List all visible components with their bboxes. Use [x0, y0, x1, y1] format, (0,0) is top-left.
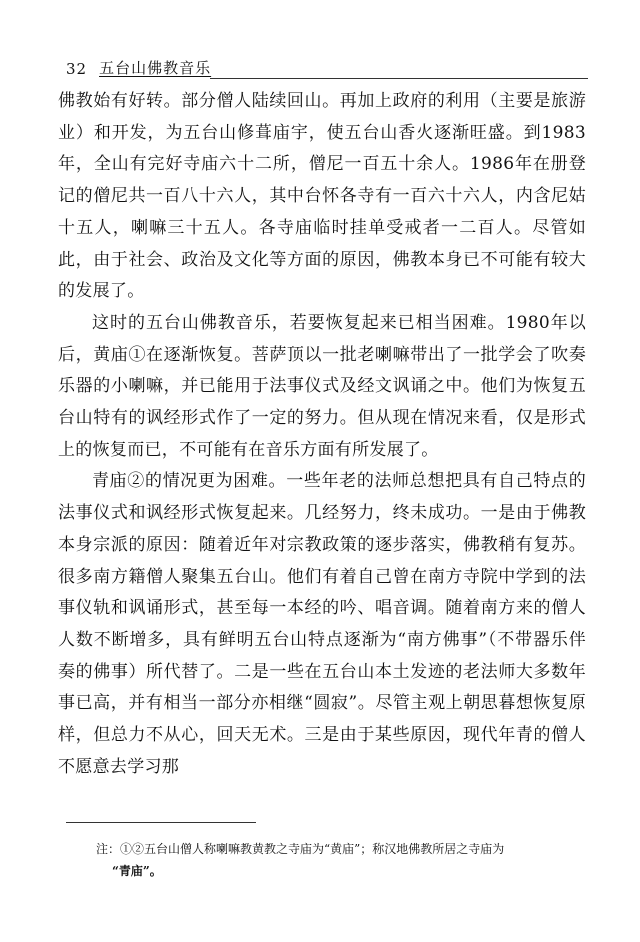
book-title: 五台山佛教音乐 — [99, 59, 212, 77]
footnote-rule — [66, 822, 256, 823]
paragraph-blue-temples: 青庙②的情况更为困难。一些年老的法师总想把具有自己特点的法事仪式和讽经形式恢复起来。几经努力，终未成功。一是由于佛教本身宗派的原因：随着近年对宗教政策的逐步落实，佛教稍有复苏。很多南方籍僧人聚集五台山。他们有着自己曾在南方寺院中学到的法事仪轨和讽诵形式，甚至每一本经的吟、唱音调。随着南方来的僧人人数不断增多，具有鲜明五台山特点逐渐为“南方佛事”（不带器乐伴奏的佛事）所代替了。二是一些在五台山本土发迹的老法师大多数年事已高，并有相当一部分亦相继“圆寂”。尽管主观上朝思暮想恢复原样，但总力不从心，回天无术。三是由于某些原因，现代年青的僧人不愿意去学习那 — [58, 471, 586, 777]
footnote-line-2: “青庙”。 — [112, 864, 162, 878]
paragraph-yellow-temples: 这时的五台山佛教音乐，若要恢复起来已相当困难。1980年以后，黄庙①在逐渐恢复。菩萨顶以一批老喇嘛带出了一批学会了吹奏乐器的小喇嘛，并已能用于法事仪式及经文讽诵之中。他们为恢复五台山特有的讽经形式作了一定的努力。但从现在情况来看，仅是形式上的恢复而已，不可能有在音乐方面有所发展了。 — [58, 312, 586, 460]
paragraph-continued: 佛教始有好转。部分僧人陆续回山。再加上政府的利用（主要是旅游业）和开发，为五台山修葺庙宇，使五台山香火逐渐旺盛。到1983年，全山有完好寺庙六十二所，僧尼一百五十余人。1986年在册登记的僧尼共一百八十六人，其中台怀各寺有一百六十六人，内含尼姑十五人，喇嘛三十五人。各寺庙临时挂单受戒者一二百人。尽管如此，由于社会、政治及文化等方面的原因，佛教本身已不可能有较大的发展了。 — [58, 91, 586, 302]
footnote — [96, 838, 586, 882]
footnote-line-1: 注：①②五台山僧人称喇嘛教黄教之寺庙为“黄庙”；称汉地佛教所居之寺庙为 — [96, 842, 505, 856]
running-header — [66, 56, 586, 78]
page-number: 32 — [66, 60, 88, 78]
body-text — [58, 86, 586, 783]
header-rule — [210, 78, 588, 79]
